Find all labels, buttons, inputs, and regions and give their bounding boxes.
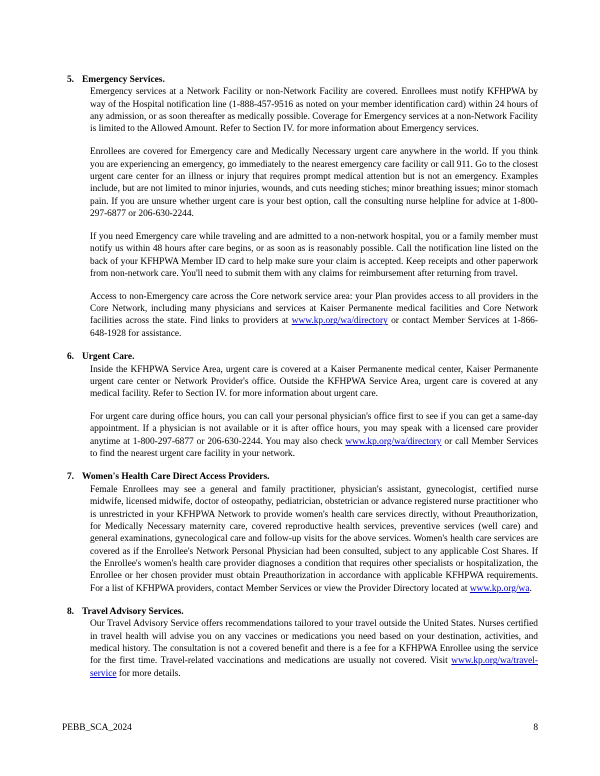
external-link[interactable]: www.kp.org/wa/travel-service (90, 656, 538, 679)
paragraph (90, 231, 538, 280)
section-heading (62, 606, 538, 618)
sections-container (62, 74, 538, 680)
page-footer (62, 723, 538, 733)
paragraph-text: Enrollees are covered for Emergency care and Medically Necessary urgent care anywhere in the world. If you think you are experiencing an emergency, go immediately to the nearest emergency care facility or call 911. Go to the closest urgent care center for an illness or injury that requires prompt medical attention but is not an emergency. Examples include, but are not limited to minor injuries, wounds, and cuts needing stiches; minor breathing issues; minor stomach pain. If you are unsure whether urgent care is your best option, call the consulting nurse helpline for advice at 1-800-297-6877 or 206-630-2244. (90, 147, 538, 219)
document-section (62, 351, 538, 460)
external-link[interactable]: www.kp.org/wa/directory (291, 316, 388, 327)
section-body (90, 86, 538, 340)
footer-page-number: 8 (533, 723, 538, 733)
section-number: 8. (66, 606, 74, 617)
paragraph-text: Inside the KFHPWA Service Area, urgent care is covered at a Kaiser Permanente medical center, Kaiser Permanente urgent care center or Network Provider's office. Outside the KFHPWA Service Area, urgent care is covered at any medical facility. Refer to Section IV. for more information about urgent care. (90, 364, 538, 400)
section-number: 7. (66, 472, 74, 483)
paragraph (90, 86, 538, 135)
page-content (62, 74, 538, 680)
section-body (90, 364, 538, 461)
section-number: 5. (66, 75, 74, 85)
paragraph (90, 618, 538, 680)
paragraph-text: or contact Member Services at 1-866-648-1928 for assistance. (90, 316, 538, 339)
section-heading (62, 351, 538, 363)
paragraph (90, 364, 538, 401)
paragraph-text: . (529, 583, 532, 594)
section-body (90, 618, 538, 680)
document-section (62, 74, 538, 340)
paragraph (90, 484, 538, 595)
section-title: Travel Advisory Services. (82, 606, 184, 617)
section-title: Urgent Care. (82, 352, 135, 363)
paragraph-text: Access to non-Emergency care across the Core network service area: your Plan provides access to all providers in the Core Network, including many physicians and services at Kaiser Permanente medical facilities and Core Network facilities across the state. Find links to providers at (90, 291, 538, 327)
paragraph (90, 411, 538, 460)
external-link[interactable]: www.kp.org/wa/directory (345, 436, 442, 447)
paragraph-text: If you need Emergency care while traveling and are admitted to a non-network hospital, you or a family member must notify us within 48 hours after care begins, or as soon as is reasonably possible. Call the notification line listed on the back of your KFHPWA Member ID card to help make sure your claim is accepted. Keep receipts and other paperwork from non-network care. You'll need to submit them with any claims for reimbursement after returning from travel. (90, 231, 538, 279)
paragraph-text: Female Enrollees may see a general and family practitioner, physician's assistant, gynecologist, certified nurse midwife, licensed midwife, doctor of osteopathy, pediatrician, obstetrician or advance registered nurse practitioner who is unrestricted in your KFHPWA Network to provide women's health care services directly, without Preauthorization, for Medically Necessary maternity care, covered reproductive health services, preventive services (well care) and general examinations, gynecological care and follow-up visits for the above services. Women's health care services are covered as if the Enrollee's Network Personal Physician had been consulted, subject to any applicable Cost Shares. If the Enrollee's women's health care provider diagnoses a condition that requires other specialists or hospitalization, the Enrollee or her chosen provider must obtain Preauthorization in accordance with applicable KFHPWA requirements. For a list of KFHPWA providers, contact Member Services or view the Provider Directory located at (90, 484, 538, 594)
section-title: Emergency Services. (82, 75, 165, 85)
document-section (62, 471, 538, 595)
footer-document-id: PEBB_SCA_2024 (62, 723, 132, 733)
paragraph-text: or call Member Services to find the nearest urgent care facility in your network. (90, 436, 538, 460)
section-body (90, 484, 538, 595)
section-number: 6. (66, 352, 74, 363)
external-link[interactable]: www.kp.org/wa (469, 583, 530, 594)
paragraph-text: Our Travel Advisory Service offers recommendations tailored to your travel outside the United States. Nurses certified in travel health will advise you on any vaccines or medications you need based on your destination, activities, and medical history. The consultation is not a covered benefit and there is a fee for a KFHPWA Enrollee using the service for the first time. Travel-related vaccinations and medications are usually not covered. Visit (90, 619, 538, 667)
section-heading (62, 471, 538, 483)
paragraph-text: For urgent care during office hours, you can call your personal physician's office first to see if you can get a same-day appointment. If a physician is not available or it is after office hours, you may speak with a licensed care provider anytime at 1-800-297-6877 or 206-630-2244. You may also check (90, 412, 538, 447)
document-section (62, 606, 538, 680)
paragraph-text: for more details. (116, 668, 181, 679)
paragraph-text: Emergency services at a Network Facility or non-Network Facility are covered. Enrollees must notify KFHPWA by way of the Hospital notification line (1-888-457-9516 as noted on your member identification card) within 24 hours of any admission, or as soon thereafter as medically possible. Coverage for Emergency services at a non-Network Facility is limited to the Allowed Amount. Refer to Section IV. for more information about Emergency services. (90, 87, 538, 135)
section-title: Women's Health Care Direct Access Providers. (82, 472, 270, 483)
paragraph (90, 291, 538, 340)
section-heading (62, 74, 538, 86)
paragraph (90, 146, 538, 220)
